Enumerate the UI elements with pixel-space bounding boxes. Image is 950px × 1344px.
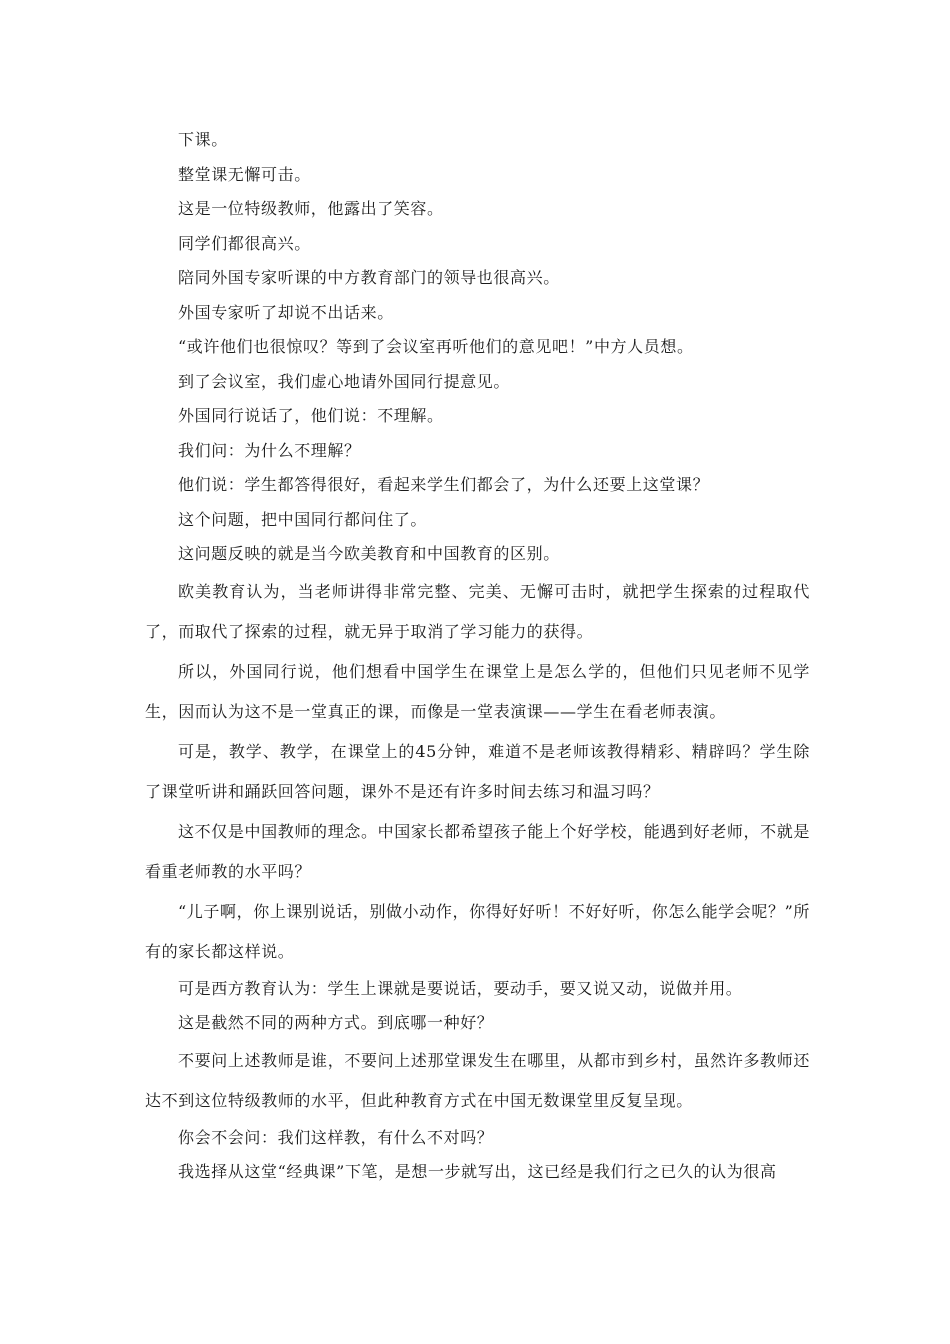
paragraph: 这是一位特级教师，他露出了笑容。 — [178, 199, 444, 218]
paragraph: 这问题反映的就是当今欧美教育和中国教育的区别。 — [178, 544, 560, 563]
paragraph: 这个问题，把中国同行都问住了。 — [178, 509, 428, 529]
paragraph: 这不仅是中国教师的理念。中国家长都希望孩子能上个好学校，能遇到好老师，不就是看重老师教的水平吗？ — [145, 821, 810, 881]
paragraph: “儿子啊，你上课别说话，别做小动作，你得好好听！不好好听，你怎么能学会呢？”所有的家长都这样说。 — [145, 901, 810, 961]
paragraph: 不要问上述教师是谁，不要问上述那堂课发生在哪里，从都市到乡村，虽然许多教师还达不到这位特级教师的水平，但此种教育方式在中国无数课堂里反复呈现。 — [145, 1050, 810, 1110]
paragraph: 同学们都很高兴。 — [178, 233, 311, 253]
paragraph: 陪同外国专家听课的中方教育部门的领导也很高兴。 — [178, 268, 560, 287]
paragraph: 可是西方教育认为：学生上课就是要说话，要动手，要又说又动，说做并用。 — [178, 978, 743, 998]
paragraph: 外国专家听了却说不出话来。 — [178, 302, 394, 322]
paragraph: 我选择从这堂“经典课”下笔，是想一步就写出，这已经是我们行之已久的认为很高 — [178, 1162, 777, 1181]
body-text — [145, 123, 810, 1190]
paragraph: 他们说：学生都答得很好，看起来学生们都会了，为什么还要上这堂课？ — [178, 475, 710, 494]
paragraph: 整堂课无懈可击。 — [178, 164, 311, 184]
paragraph: 可是，教学、教学，在课堂上的45分钟，难道不是老师该教得精彩、精辟吗？学生除了课堂听讲和踊跃回答问题，课外不是还有许多时间去练习和温习吗？ — [145, 741, 810, 801]
paragraph: 所以，外国同行说，他们想看中国学生在课堂上是怎么学的，但他们只见老师不见学生，因而认为这不是一堂真正的课，而像是一堂表演课——学生在看老师表演。 — [145, 661, 810, 721]
paragraph: 欧美教育认为，当老师讲得非常完整、完美、无懈可击时，就把学生探索的过程取代了，而取代了探索的过程，就无异于取消了学习能力的获得。 — [145, 581, 810, 641]
paragraph: “或许他们也很惊叹？等到了会议室再听他们的意见吧！”中方人员想。 — [178, 337, 694, 356]
paragraph: 下课。 — [178, 130, 228, 149]
paragraph: 你会不会问：我们这样教，有什么不对吗？ — [178, 1127, 494, 1147]
paragraph: 我们问：为什么不理解？ — [178, 440, 361, 460]
paragraph: 这是截然不同的两种方式。到底哪一种好？ — [178, 1013, 494, 1032]
paragraph: 到了会议室，我们虚心地请外国同行提意见。 — [178, 371, 511, 391]
paragraph: 外国同行说话了，他们说：不理解。 — [178, 406, 444, 425]
